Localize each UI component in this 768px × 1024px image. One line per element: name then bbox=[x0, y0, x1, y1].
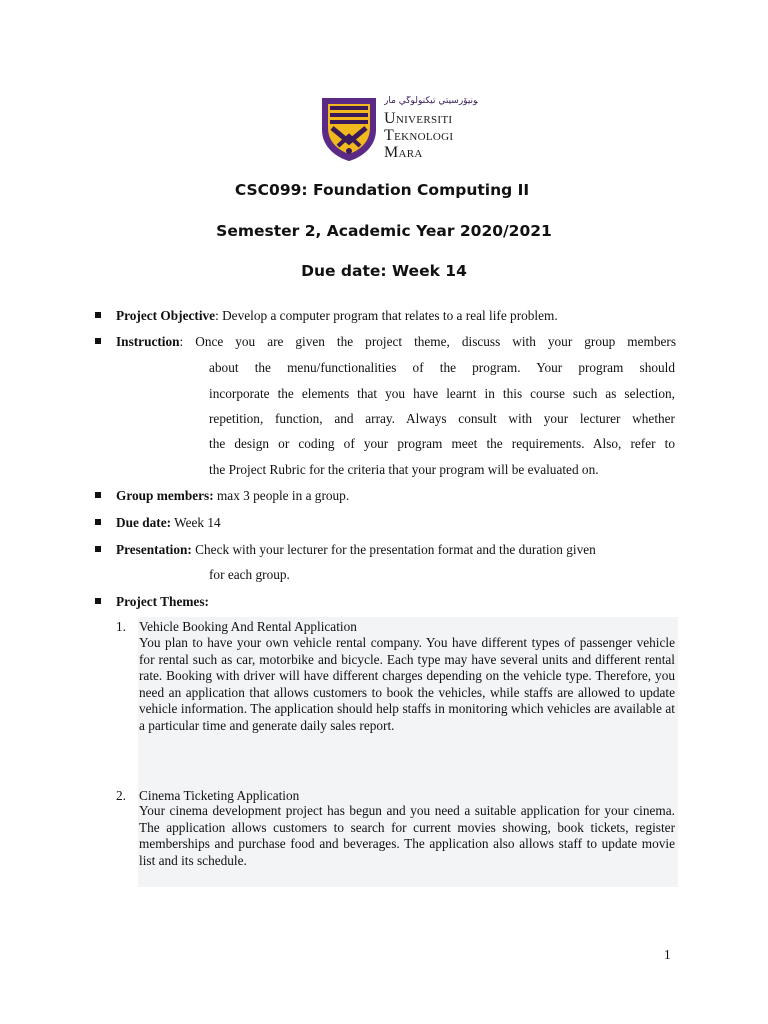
uitm-logo bbox=[320, 96, 482, 164]
group-label: Group members: bbox=[116, 488, 214, 503]
instruction-text: : Once you are given the project theme, discuss with your group members bbox=[179, 334, 676, 349]
instruction-line: repetition, function, and array. Always consult with your lecturer whether bbox=[209, 411, 675, 426]
group-body bbox=[116, 483, 676, 509]
objective-text: : Develop a computer program that relates to a real life problem. bbox=[215, 308, 558, 323]
instruction-line: incorporate the elements that you have learnt in this course such as selection, bbox=[209, 386, 675, 401]
bullet-square-icon bbox=[95, 519, 101, 525]
bullet-square-icon bbox=[95, 492, 101, 498]
themes-body bbox=[116, 589, 676, 615]
bullet-square-icon bbox=[95, 546, 101, 552]
objective-body bbox=[116, 303, 676, 329]
presentation-body bbox=[116, 537, 676, 563]
presentation-line: for each group. bbox=[209, 567, 290, 582]
bullet-square-icon bbox=[95, 312, 101, 318]
due-body bbox=[116, 510, 676, 536]
semester-heading: Semester 2, Academic Year 2020/2021 bbox=[216, 222, 552, 240]
presentation-label: Presentation: bbox=[116, 542, 192, 557]
theme-title: Cinema Ticketing Application bbox=[139, 788, 300, 803]
course-title: CSC099: Foundation Computing II bbox=[234, 181, 530, 199]
due-text: Week 14 bbox=[171, 515, 221, 530]
group-text: max 3 people in a group. bbox=[213, 488, 350, 503]
logo-line-mara: Mara bbox=[384, 144, 423, 161]
themes-label: Project Themes: bbox=[116, 594, 209, 609]
theme-number: 2. bbox=[116, 788, 126, 803]
uitm-shield-icon bbox=[320, 96, 378, 162]
presentation-text: Check with your lecturer for the presentation format and the duration given bbox=[191, 542, 596, 557]
instruction-line: the design or coding of your program meet the requirements. Also, refer to bbox=[209, 436, 675, 451]
bullet-square-icon bbox=[95, 598, 101, 604]
instruction-first-line bbox=[116, 329, 676, 355]
theme-description: You plan to have your own vehicle rental company. You have different types of passenger vehicle for rental such as car, motorbike and bicycle. Each type may have several units and different rental rate. Booking with driver will have different charges depending on the vehicle type. Therefore, you need an application that allows customers to book the vehicles, while staffs are allowed to update vehicle information. The application should help staffs in monitoring which vehicles are available at a particular time and generate daily sales report. bbox=[139, 635, 675, 733]
bullet-square-icon bbox=[95, 338, 101, 344]
logo-arabic-script: ﻮﻧﻴﯚﺭﺳﻴﺘﻲ ﺗﻴﮑﻨﻮﻟﻮﮔﻲ ﻣﺎﺭ bbox=[384, 96, 478, 106]
theme-description: Your cinema development project has begun and you need a suitable application for your cinema. The application allows customers to search for current movies showing, book tickets, register memberships and purchase food and beverages. The application also allows staff to update movie list and its schedule. bbox=[139, 803, 675, 868]
due-label: Due date: bbox=[116, 515, 172, 530]
instruction-label: Instruction bbox=[116, 334, 180, 349]
theme-title: Vehicle Booking And Rental Application bbox=[139, 619, 357, 634]
instruction-line: the Project Rubric for the criteria that your program will be evaluated on. bbox=[209, 462, 599, 477]
due-date-heading: Due date: Week 14 bbox=[301, 262, 467, 280]
page-number: 1 bbox=[664, 947, 671, 962]
logo-line-teknologi: Teknologi bbox=[384, 127, 454, 144]
theme-number: 1. bbox=[116, 619, 126, 634]
logo-line-universiti: Universiti bbox=[384, 110, 453, 127]
instruction-line: about the menu/functionalities of the program. Your program should bbox=[209, 360, 675, 375]
objective-label: Project Objective bbox=[116, 308, 216, 323]
logo-wordmark bbox=[384, 110, 453, 161]
